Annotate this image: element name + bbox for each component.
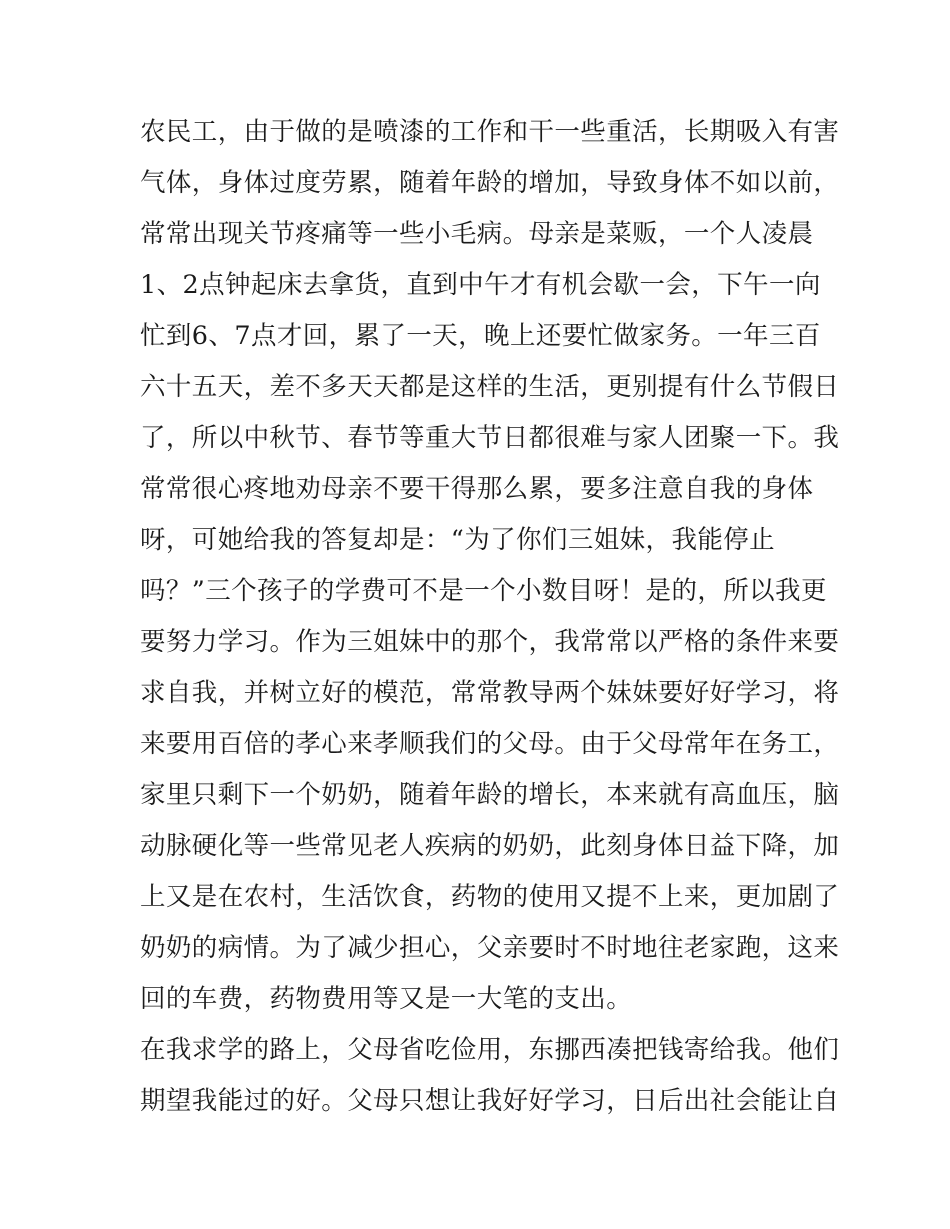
text-line: 要努力学习。作为三姐妹中的那个，我常常以严格的条件来要 [140,627,840,657]
text-line: 忙到6、7点才回，累了一天，晚上还要忙做家务。一年三百 [140,321,821,351]
text-line: 吗？”三个孩子的学费可不是一个小数目呀！是的，所以我更 [140,576,827,606]
text-line: 农民工，由于做的是喷漆的工作和干一些重活，长期吸入有害 [140,117,840,147]
text-line: 动脉硬化等一些常见老人疾病的奶奶，此刻身体日益下降，加 [140,831,840,861]
text-line: 回的车费，药物费用等又是一大笔的支出。 [140,984,633,1014]
text-line: 求自我，并树立好的模范，常常教导两个妹妹要好好学习，将 [140,678,840,708]
text-line: 来要用百倍的孝心来孝顺我们的父母。由于父母常年在务工， [140,729,840,759]
body-text [140,107,840,1127]
text-line: 了，所以中秋节、春节等重大节日都很难与家人团聚一下。我 [140,423,840,453]
text-line: 六十五天，差不多天天都是这样的生活，更别提有什么节假日 [140,372,840,402]
text-line: 1、2点钟起床去拿货，直到中午才有机会歇一会，下午一向 [140,270,821,300]
text-line: 上又是在农村，生活饮食，药物的使用又提不上来，更加剧了 [140,882,840,912]
text-line: 期望我能过的好。父母只想让我好好学习，日后出社会能让自 [140,1086,840,1116]
text-line: 奶奶的病情。为了减少担心，父亲要时不时地往老家跑，这来 [140,933,840,963]
text-line: 呀，可她给我的答复却是：“为了你们三姐妹，我能停止 [140,525,776,555]
text-line: 家里只剩下一个奶奶，随着年龄的增长，本来就有高血压，脑 [140,780,840,810]
text-line: 在我求学的路上，父母省吃俭用，东挪西凑把钱寄给我。他们 [140,1035,840,1065]
text-line: 常常很心疼地劝母亲不要干得那么累，要多注意自我的身体 [140,474,814,504]
text-line: 气体，身体过度劳累，随着年龄的增加，导致身体不如以前， [140,168,840,198]
text-line: 常常出现关节疼痛等一些小毛病。母亲是菜贩，一个人凌晨 [140,219,814,249]
